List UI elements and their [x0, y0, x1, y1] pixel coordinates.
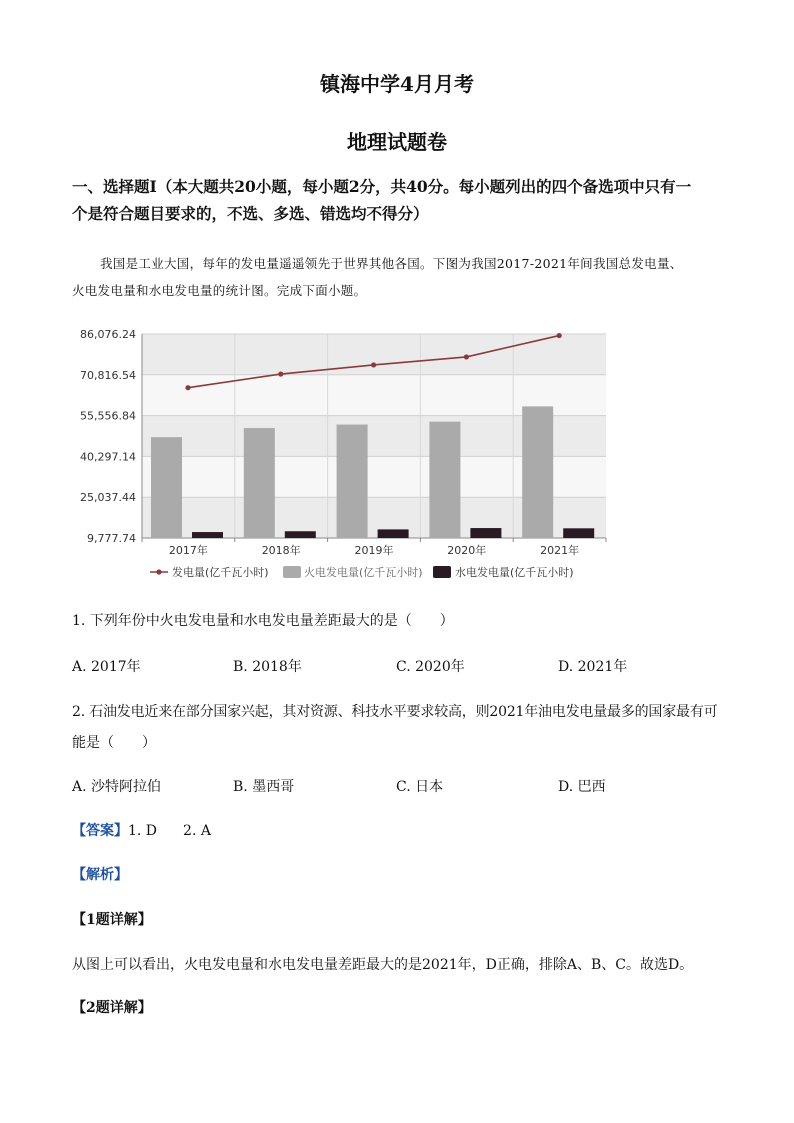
section-line-2: 个是符合题目要求的，不选、多选、错选均不得分） [72, 204, 429, 223]
question-2-stem-1: 2. 石油发电近来在部分国家兴起，其对资源、科技水平要求较高，则2021年油电发电量最多的国家最有可 [72, 704, 718, 720]
y-tick-label: 25,037.44 [80, 491, 136, 505]
power-chart [0, 315, 794, 595]
answer-1: 1. D [128, 823, 158, 839]
thermal-bar [151, 437, 182, 538]
hydro-bar [285, 531, 316, 538]
q2-option-d: D. 巴西 [558, 779, 606, 795]
x-tick-label: 2019年 [354, 544, 394, 557]
thermal-bar [244, 428, 275, 538]
total-point [557, 333, 562, 338]
section-line-1: 一、选择题Ⅰ（本大题共20小题，每小题2分，共40分。每小题列出的四个备选项中只有一 [72, 177, 692, 196]
legend-thermal-swatch [283, 566, 301, 578]
y-tick-label: 40,297.14 [80, 450, 136, 464]
legend-thermal-label: 火电发电量(亿千瓦小时) [304, 566, 423, 579]
q1-option-c: C. 2020年 [396, 659, 465, 675]
page-subtitle: 地理试题卷 [347, 130, 447, 154]
hydro-bar [378, 529, 409, 538]
thermal-bar [337, 425, 368, 538]
question-1-stem: 1. 下列年份中火电发电量和水电发电量差距最大的是（ ） [72, 613, 454, 629]
total-point [464, 354, 469, 359]
total-point [371, 362, 376, 367]
q1-option-d: D. 2021年 [558, 659, 628, 675]
hydro-bar [192, 532, 223, 538]
question-2 [72, 699, 732, 756]
total-point [185, 385, 190, 390]
x-tick-label: 2021年 [540, 544, 580, 557]
detail-2-title: 【2题详解】 [72, 1000, 152, 1016]
intro-paragraph [72, 250, 732, 304]
thermal-bar [429, 422, 460, 538]
q1-option-b: B. 2018年 [233, 659, 302, 675]
detail-1-title: 【1题详解】 [72, 912, 152, 928]
total-point [278, 371, 283, 376]
legend-hydro-label: 水电发电量(亿千瓦小时) [455, 566, 574, 579]
q2-option-a: A. 沙特阿拉伯 [72, 779, 162, 795]
answer-line [72, 820, 211, 840]
legend-hydro-swatch [433, 566, 451, 578]
answer-2: 2. A [183, 823, 211, 839]
detail-1-text: 从图上可以看出，火电发电量和水电发电量差距最大的是2021年，D正确，排除A、B、C。故选D。 [72, 957, 694, 973]
y-tick-label: 86,076.24 [80, 328, 136, 341]
x-tick-label: 2017年 [168, 544, 208, 557]
hydro-bar [563, 528, 594, 538]
thermal-bar [522, 406, 553, 538]
answer-tag: 【答案】 [72, 823, 128, 839]
q2-option-c: C. 日本 [396, 779, 444, 795]
q1-option-a: A. 2017年 [72, 659, 141, 675]
hydro-bar [470, 528, 501, 538]
x-tick-label: 2018年 [261, 544, 301, 557]
x-tick-label: 2020年 [447, 544, 487, 557]
analysis-tag: 【解析】 [72, 867, 128, 883]
y-tick-label: 9,777.74 [87, 532, 136, 545]
legend-total-label: 发电量(亿千瓦小时) [172, 566, 269, 579]
intro-line-1: 我国是工业大国，每年的发电量遥遥领先于世界其他各国。下图为我国2017-2021年间我国总发电量、 [100, 256, 683, 271]
legend-total-marker [156, 569, 161, 574]
section-heading [72, 173, 732, 227]
y-tick-label: 55,556.84 [80, 409, 136, 423]
q2-option-b: B. 墨西哥 [233, 779, 295, 795]
question-1 [72, 608, 732, 634]
question-2-stem-2: 能是（ ） [72, 735, 156, 751]
intro-line-2: 火电发电量和水电发电量的统计图。完成下面小题。 [72, 283, 367, 298]
page-title: 镇海中学4月月考 [320, 72, 474, 96]
y-tick-label: 70,816.54 [80, 368, 136, 382]
